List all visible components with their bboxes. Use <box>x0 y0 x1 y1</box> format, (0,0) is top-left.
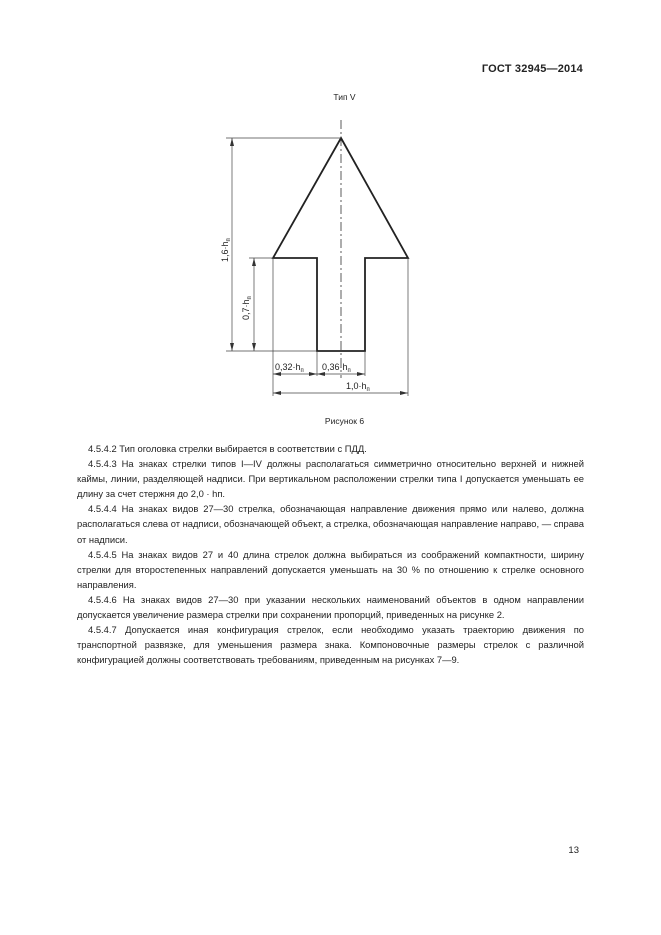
page-number: 13 <box>568 845 579 856</box>
label-side-width: $0,32\cdot h_п$ <box>275 362 304 374</box>
label-total-height: $1,6\cdot h_п$ <box>220 238 232 262</box>
body-text <box>77 441 584 667</box>
paragraph: 4.5.4.3 На знаках стрелки типов I—IV должны располагаться симметрично относительно верхней и нижней каймы, линии, разделяющей надписи. При вертикальном расположении стрелки типа I допускается уменьшать ее длину за счет стержня до 2,0 · hп. <box>77 458 584 500</box>
paragraph: 4.5.4.2 Тип оголовка стрелки выбирается в соответствии с ПДД. <box>88 443 367 454</box>
paragraph: 4.5.4.6 На знаках видов 27—30 при указании нескольких наименований объектов в одном направлении допускается увеличение размера стрелки при сохранении пропорций, приведенных на рисунке 2. <box>77 593 584 621</box>
figure-type-label: Тип V <box>333 92 356 102</box>
label-stem-height: $0,7\cdot h_п$ <box>241 296 253 320</box>
arrow-outline <box>273 138 408 351</box>
arrow-diagram <box>0 0 661 420</box>
label-total-width: $1,0\cdot h_п$ <box>346 381 370 393</box>
standard-header: ГОСТ 32945—2014 <box>481 63 583 75</box>
figure-caption: Рисунок 6 <box>324 416 365 426</box>
label-stem-width: $0,36\cdot h_п$ <box>322 362 351 374</box>
paragraph: 4.5.4.7 Допускается иная конфигурация стрелок, если необходимо указать траекторию движения по транспортной развязке, для уменьшения размера знака. Компоновочные размеры стрелок с различной конфигурацией должны соответствовать требованиям, приведенным на рисунках 7—9. <box>77 624 584 666</box>
paragraph: 4.5.4.4 На знаках видов 27—30 стрелка, обозначающая направление движения прямо или налево, должна располагаться слева от надписи, обозначающей объект, а стрелка, обозначающая направление направо, — справа от надписи. <box>77 503 584 545</box>
paragraph: 4.5.4.5 На знаках видов 27 и 40 длина стрелок должна выбираться из соображений компактности, ширину стрелки для второстепенных направлений допускается уменьшать на 30 % по отношению к стрелке основного направления. <box>77 548 584 590</box>
